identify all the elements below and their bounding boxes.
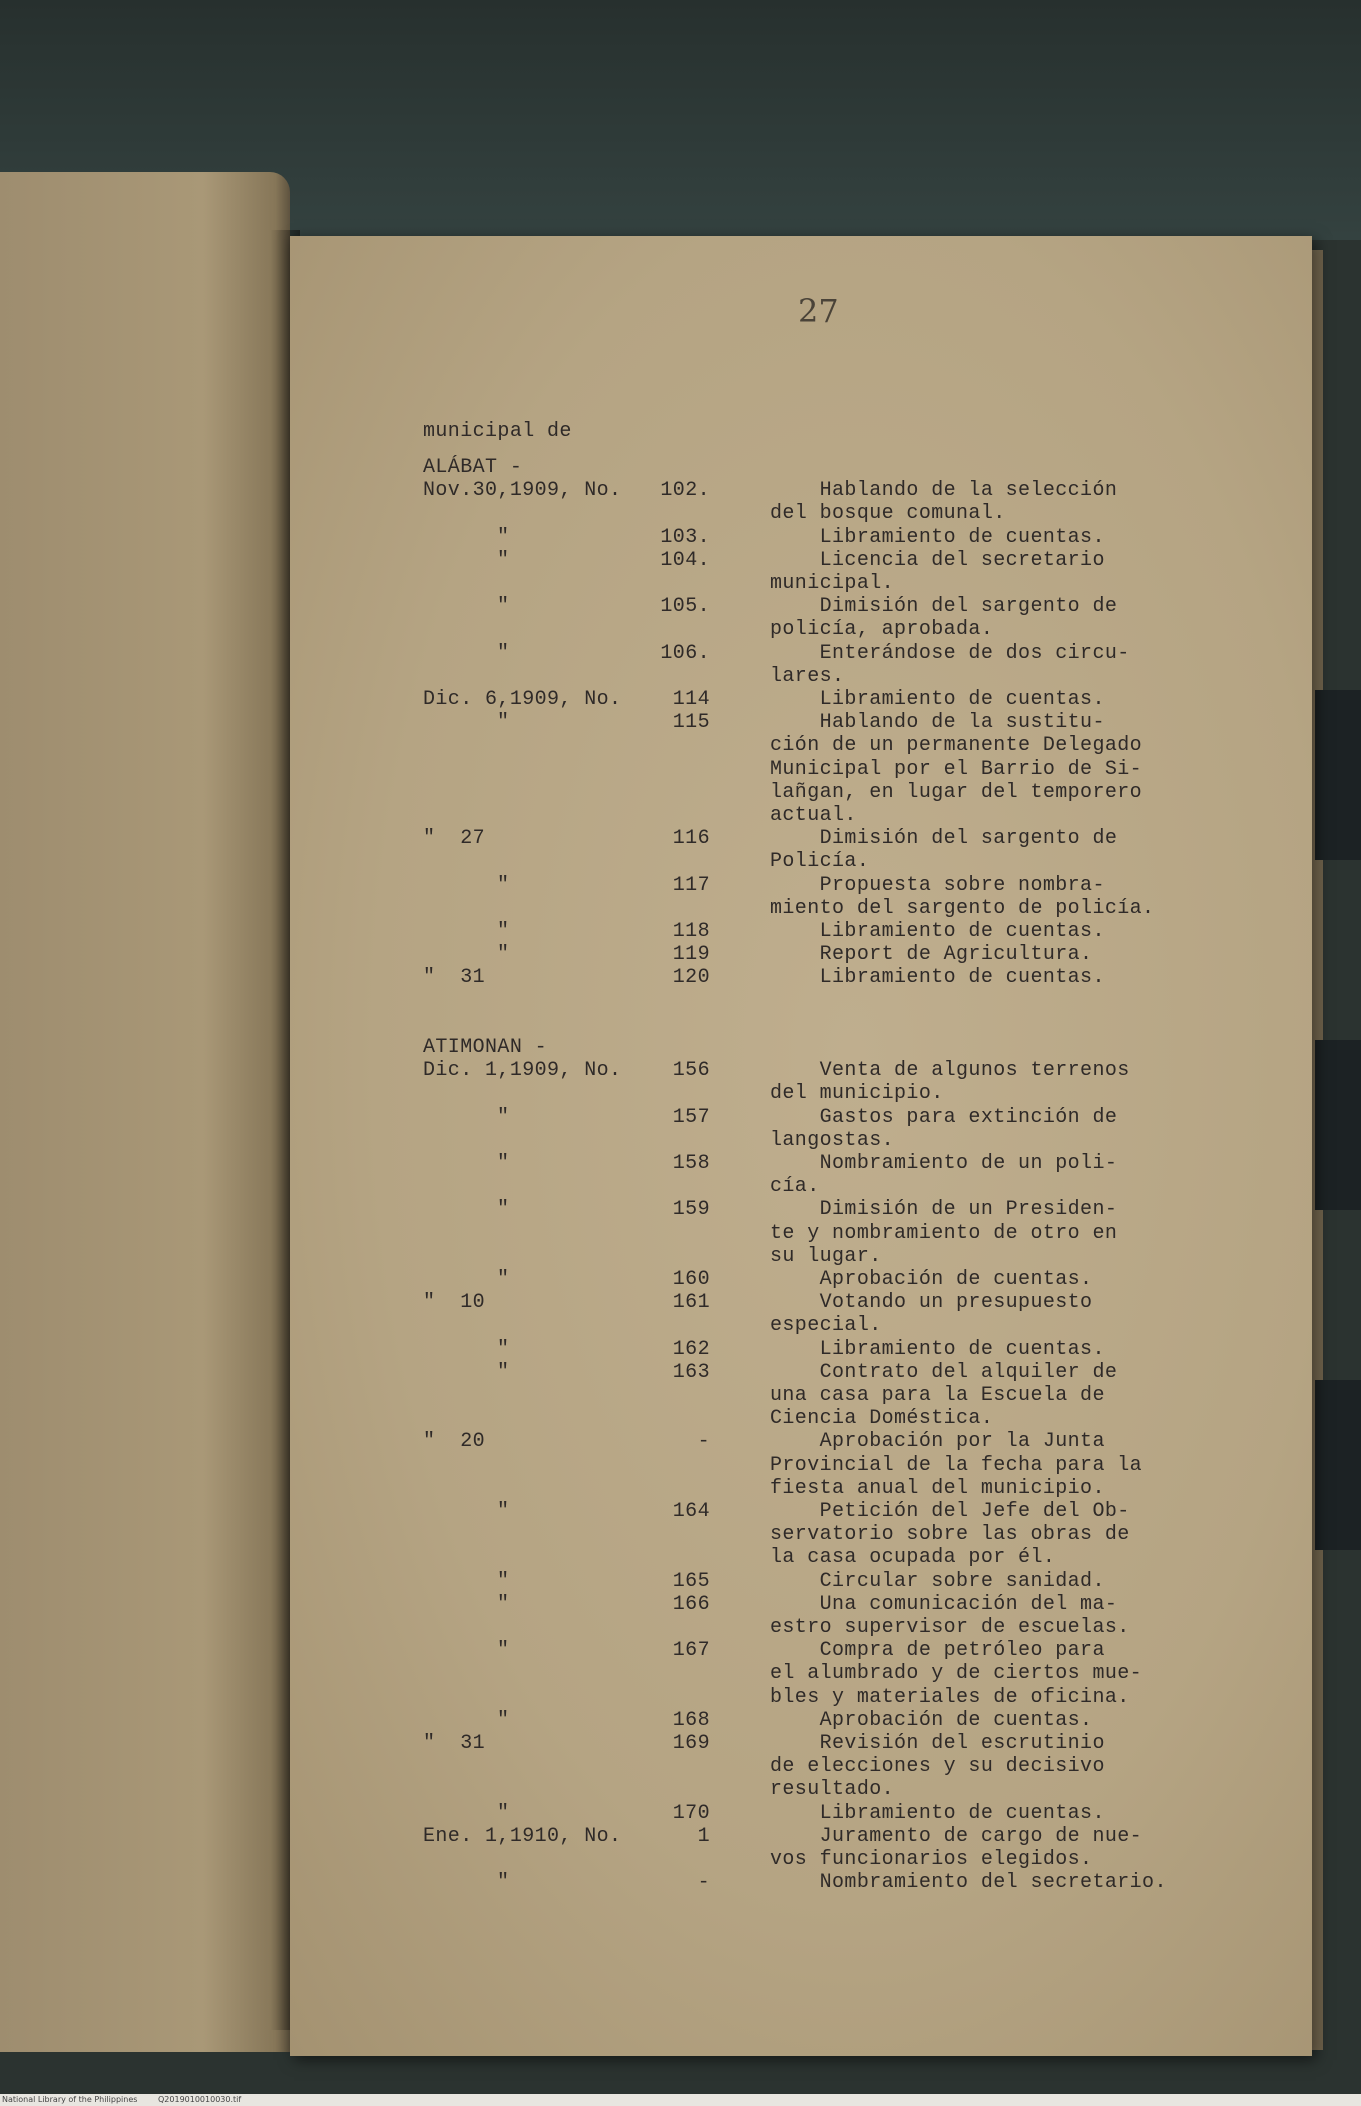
- entry-date: Dic. 6,1909, No.: [423, 688, 622, 711]
- binder-clip: [1315, 1040, 1361, 1210]
- entry-number: 104.: [660, 548, 710, 572]
- entry-number: 169: [672, 1732, 710, 1755]
- entry-description: Una comunicación del ma-: [770, 1592, 1118, 1616]
- entry-number: -: [697, 1430, 710, 1454]
- entry-description: Hablando de la selección: [770, 479, 1118, 503]
- entry-date: ": [497, 1708, 510, 1732]
- entry-date: ": [497, 943, 510, 967]
- entry-description: Propuesta sobre nombra-: [770, 873, 1105, 897]
- entry-description: Libramiento de cuentas.: [770, 966, 1105, 990]
- facing-page: [0, 172, 290, 2052]
- entry-date: ": [497, 1569, 510, 1593]
- entry-date: ": [497, 641, 510, 665]
- entry-number: 165: [672, 1569, 710, 1593]
- entry-number: 105.: [660, 595, 710, 619]
- entry-date: ": [497, 1152, 510, 1175]
- entry-description: Licencia del secretario: [770, 548, 1105, 572]
- entry-description: Enterándose de dos circu-: [770, 641, 1130, 665]
- entry-number: 156: [672, 1059, 710, 1083]
- entry-description: Libramiento de cuentas.: [770, 1337, 1105, 1361]
- entry-description: Venta de algunos terrenos: [770, 1059, 1130, 1083]
- footer-filename: Q2019010010030.tif: [158, 2095, 242, 2104]
- entry-number: 166: [672, 1592, 710, 1616]
- entry-date: ": [497, 1592, 510, 1616]
- entry-description: Revisión del escrutinio: [770, 1732, 1105, 1755]
- entry-date: ": [497, 920, 510, 943]
- entry-description: ción de un permanente Delegado: [770, 734, 1143, 758]
- entry-description: Nombramiento del secretario.: [770, 1871, 1167, 1895]
- entry-description: resultado.: [770, 1778, 895, 1802]
- entry-description: Libramiento de cuentas.: [770, 525, 1105, 549]
- entry-number: 106.: [660, 641, 710, 665]
- page-number: 27: [798, 292, 839, 330]
- entry-date: " 20: [423, 1430, 486, 1454]
- entry-date: ": [497, 548, 510, 572]
- entry-description: te y nombramiento de otro en: [770, 1221, 1118, 1245]
- entry-date: " 27: [423, 827, 486, 851]
- entry-number: 119: [672, 943, 710, 967]
- entry-date: ": [497, 1871, 510, 1895]
- entry-description: vos funcionarios elegidos.: [770, 1848, 1093, 1871]
- entry-date: ": [497, 1198, 510, 1222]
- entry-description: Ciencia Doméstica.: [770, 1407, 994, 1431]
- entry-description: municipal.: [770, 572, 895, 595]
- entry-description: especial.: [770, 1314, 882, 1338]
- entry-number: 161: [672, 1291, 710, 1315]
- entry-description: Aprobación de cuentas.: [770, 1268, 1093, 1291]
- entry-number: 163: [672, 1360, 710, 1384]
- entry-description: lares.: [770, 664, 845, 688]
- section-heading: ALÁBAT -: [423, 456, 523, 479]
- entry-number: 103.: [660, 525, 710, 549]
- entry-number: 162: [672, 1337, 710, 1361]
- entry-description: Policía.: [770, 850, 870, 874]
- scan-footer: [0, 2094, 1361, 2106]
- entry-date: " 10: [423, 1291, 486, 1315]
- entry-description: servatorio sobre las obras de: [770, 1523, 1130, 1547]
- entry-description: estro supervisor de escuelas.: [770, 1616, 1130, 1639]
- entry-description: del bosque comunal.: [770, 502, 1006, 526]
- footer-source: National Library of the Philippines: [2, 2095, 138, 2104]
- entry-date: " 31: [423, 1732, 486, 1755]
- entry-date: Ene. 1,1910, No.: [423, 1824, 622, 1848]
- entry-number: 160: [672, 1268, 710, 1291]
- entry-description: Libramiento de cuentas.: [770, 920, 1105, 943]
- entry-number: 114: [672, 688, 710, 711]
- entry-description: Contrato del alquiler de: [770, 1360, 1118, 1384]
- entry-date: Nov.30,1909, No.: [423, 479, 622, 503]
- entry-date: ": [497, 1360, 510, 1384]
- entry-number: 116: [672, 827, 710, 851]
- entry-description: miento del sargento de policía.: [770, 896, 1155, 920]
- entry-description: langostas.: [770, 1128, 895, 1152]
- entry-description: la casa ocupada por él.: [770, 1546, 1056, 1570]
- entry-number: 167: [672, 1639, 710, 1663]
- binder-clip: [1315, 1380, 1361, 1550]
- entry-date: ": [497, 711, 510, 735]
- entry-date: ": [497, 1801, 510, 1825]
- entry-description: actual.: [770, 804, 857, 827]
- entry-description: cía.: [770, 1175, 820, 1199]
- entry-number: 170: [672, 1801, 710, 1825]
- entry-number: 118: [672, 920, 710, 943]
- entry-description: Compra de petróleo para: [770, 1639, 1105, 1663]
- entry-description: de elecciones y su decisivo: [770, 1755, 1105, 1779]
- entry-description: lañgan, en lugar del temporero: [770, 780, 1143, 804]
- entry-description: Votando un presupuesto: [770, 1291, 1093, 1315]
- entry-number: 1: [697, 1824, 710, 1848]
- entry-number: 168: [672, 1708, 710, 1732]
- entry-date: ": [497, 1337, 510, 1361]
- entry-description: Dimisión de un Presiden-: [770, 1198, 1118, 1222]
- entry-number: 117: [672, 873, 710, 897]
- binder-clip: [1315, 690, 1361, 860]
- entry-description: Nombramiento de un poli-: [770, 1152, 1118, 1175]
- entry-description: del municipio.: [770, 1082, 944, 1106]
- entry-description: Libramiento de cuentas.: [770, 688, 1105, 711]
- entry-date: ": [497, 595, 510, 619]
- entry-date: ": [497, 873, 510, 897]
- entry-description: Juramento de cargo de nue-: [770, 1824, 1143, 1848]
- entry-description: bles y materiales de oficina.: [770, 1685, 1130, 1709]
- entry-number: -: [697, 1871, 710, 1895]
- entry-date: ": [497, 525, 510, 549]
- entry-description: Gastos para extinción de: [770, 1105, 1118, 1129]
- entry-description: Aprobación por la Junta: [770, 1430, 1105, 1454]
- entry-number: 158: [672, 1152, 710, 1175]
- heading: municipal de: [423, 420, 572, 443]
- entry-date: ": [497, 1639, 510, 1663]
- entry-description: policía, aprobada.: [770, 618, 994, 642]
- entry-description: Dimisión del sargento de: [770, 595, 1118, 619]
- entry-description: Petición del Jefe del Ob-: [770, 1500, 1130, 1523]
- entry-description: fiesta anual del municipio.: [770, 1476, 1105, 1500]
- entry-number: 157: [672, 1105, 710, 1129]
- entry-description: su lugar.: [770, 1244, 882, 1268]
- entry-number: 120: [672, 966, 710, 990]
- entry-description: Provincial de la fecha para la: [770, 1453, 1143, 1477]
- entry-description: Libramiento de cuentas.: [770, 1801, 1105, 1825]
- entry-description: Dimisión del sargento de: [770, 827, 1118, 851]
- entry-date: ": [497, 1105, 510, 1129]
- entry-date: ": [497, 1500, 510, 1523]
- entry-number: 102.: [660, 479, 710, 503]
- section-heading: ATIMONAN -: [423, 1036, 548, 1059]
- entry-date: ": [497, 1268, 510, 1291]
- entry-description: Aprobación de cuentas.: [770, 1708, 1093, 1732]
- entry-description: Circular sobre sanidad.: [770, 1569, 1105, 1593]
- entry-date: Dic. 1,1909, No.: [423, 1059, 622, 1083]
- entry-description: Hablando de la sustitu-: [770, 711, 1105, 735]
- entry-description: una casa para la Escuela de: [770, 1384, 1105, 1407]
- entry-description: el alumbrado y de ciertos mue-: [770, 1662, 1143, 1686]
- entry-number: 159: [672, 1198, 710, 1222]
- entry-description: Report de Agricultura.: [770, 943, 1093, 967]
- entry-date: " 31: [423, 966, 486, 990]
- entry-number: 115: [672, 711, 710, 735]
- entry-description: Municipal por el Barrio de Si-: [770, 757, 1143, 781]
- entry-number: 164: [672, 1500, 710, 1523]
